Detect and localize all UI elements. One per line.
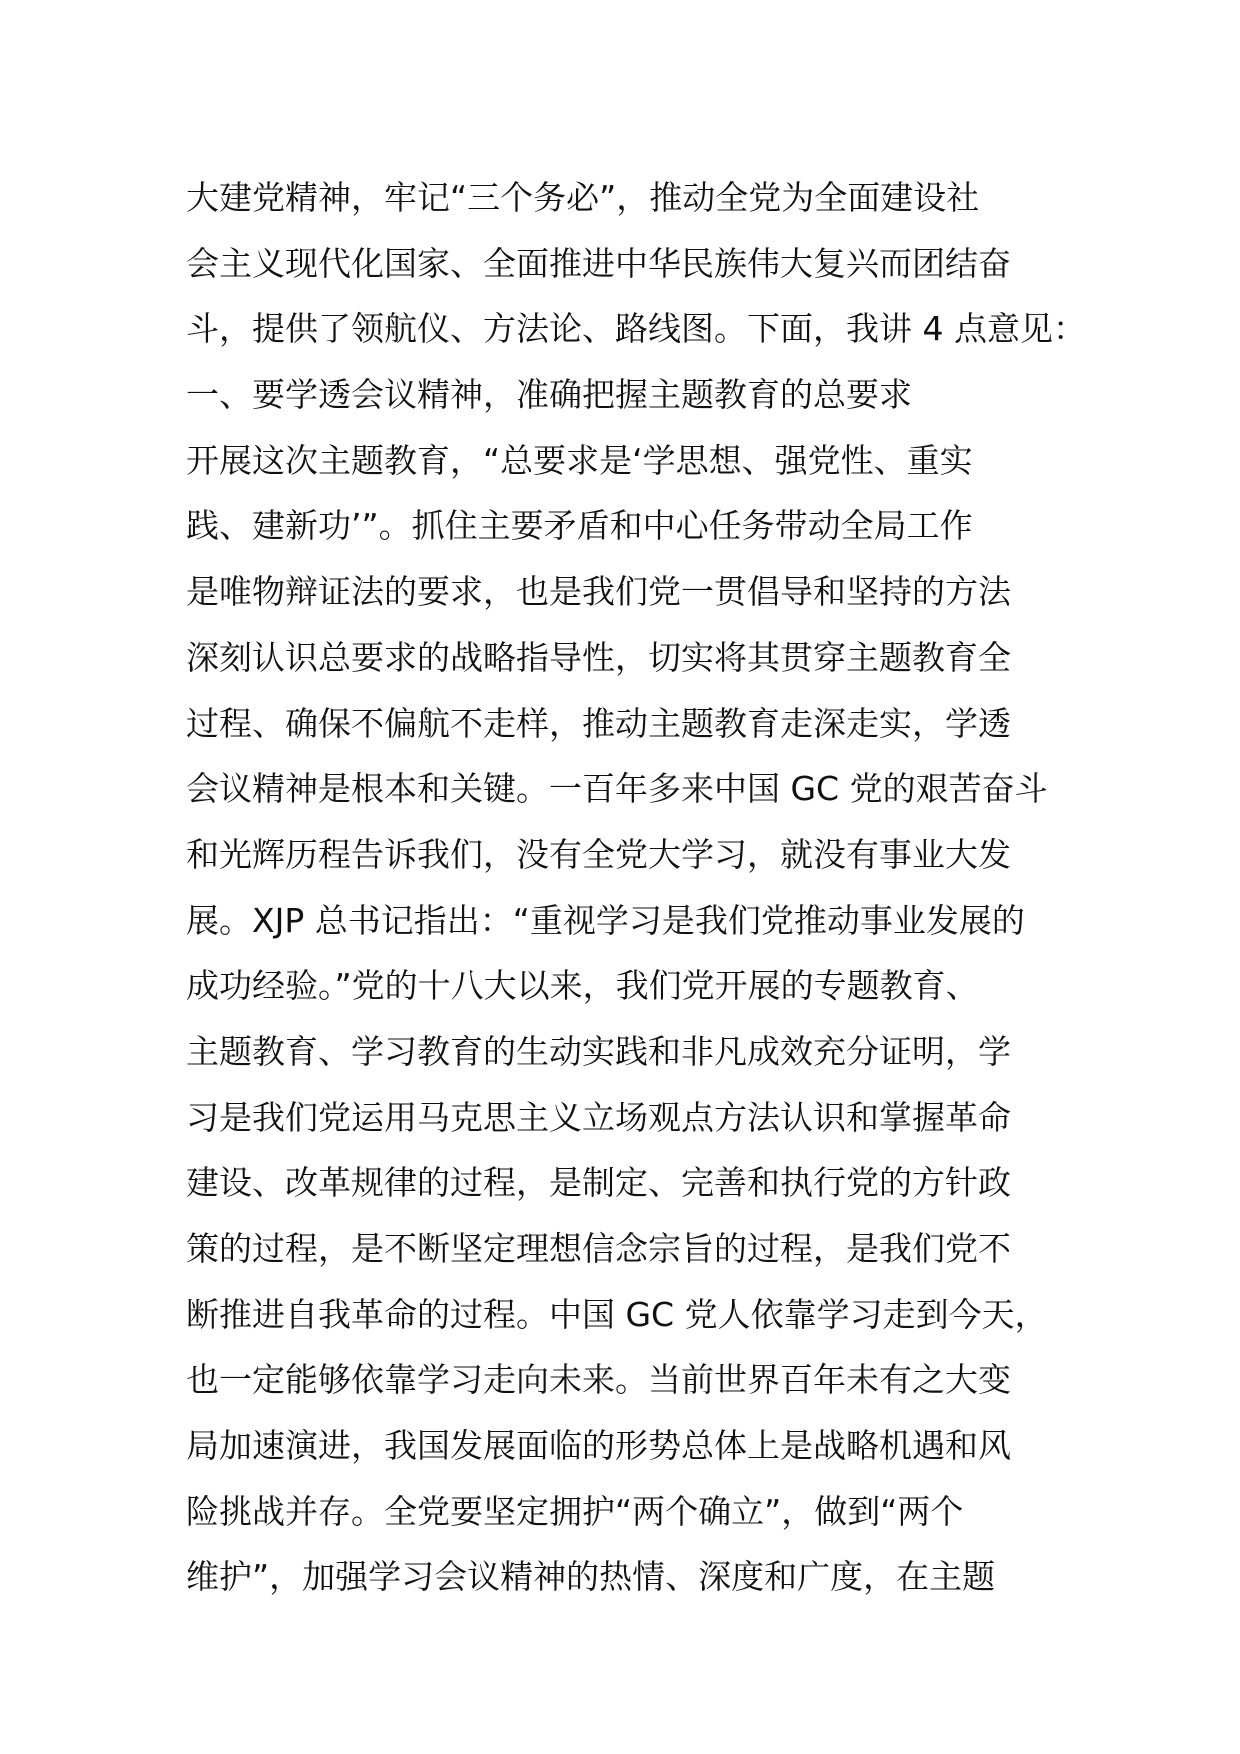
text-line: 开展这次主题教育，“总要求是‘学思想、强党性、重实 — [186, 440, 973, 480]
text-line: 策的过程，是不断坚定理想信念宗旨的过程，是我们党不 — [186, 1229, 1011, 1268]
text-line: 和光辉历程告诉我们，没有全党大学习，就没有事业大发 — [186, 834, 1011, 874]
text-line: 主题教育、学习教育的生动实践和非凡成效充分证明，学 — [186, 1031, 1011, 1071]
text-line: 断推进自我革命的过程。中国 GC 党人依靠学习走到今天， — [186, 1294, 1048, 1334]
text-line: 斗，提供了领航仪、方法论、路线图。下面，我讲 4 点意见： — [186, 309, 1086, 349]
text-line: 践、建新功’”。抓住主要矛盾和中心任务带动全局工作 — [186, 506, 973, 546]
text-line: 会议精神是根本和关键。一百年多来中国 GC 党的艰苦奋斗 — [186, 769, 1048, 809]
text-line: 险挑战并存。全党要坚定拥护“两个确立”，做到“两个 — [186, 1491, 964, 1531]
text-line: 习是我们党运用马克思主义立场观点方法认识和掌握革命 — [186, 1097, 1011, 1137]
text-line: 过程、确保不偏航不走样，推动主题教育走深走实，学透 — [186, 703, 1011, 743]
section-heading: 一、要学透会议精神，准确把握主题教育的总要求 — [186, 375, 912, 415]
text-line: 展。XJP 总书记指出：“重视学习是我们党推动事业发展的 — [186, 900, 1025, 940]
text-line: 维护”，加强学习会议精神的热情、深度和广度，在主题 — [186, 1557, 996, 1597]
text-line: 深刻认识总要求的战略指导性，切实将其贯穿主题教育全 — [186, 637, 1011, 677]
text-line: 局加速演进，我国发展面临的形势总体上是战略机遇和风 — [186, 1426, 1011, 1466]
text-line: 大建党精神，牢记“三个务必”，推动全党为全面建设社 — [186, 178, 980, 217]
text-line: 是唯物辩证法的要求，也是我们党一贯倡导和坚持的方法 — [186, 572, 1011, 612]
text-line: 成功经验。”党的十八大以来，我们党开展的专题教育、 — [186, 966, 979, 1006]
text-line: 建设、改革规律的过程，是制定、完善和执行党的方针政 — [186, 1163, 1011, 1203]
text-line: 也一定能够依靠学习走向未来。当前世界百年未有之大变 — [186, 1360, 1011, 1400]
body-text — [186, 165, 1086, 1610]
text-line: 会主义现代化国家、全面推进中华民族伟大复兴而团结奋 — [186, 243, 1011, 283]
